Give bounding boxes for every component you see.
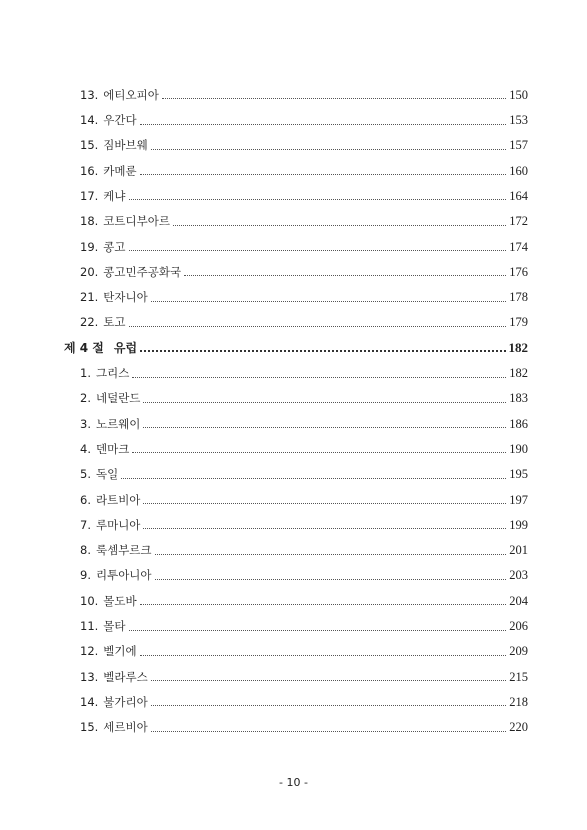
toc-title: 콩고 (103, 239, 126, 254)
toc-entry (64, 557, 528, 582)
toc-entry (64, 76, 528, 101)
page-footer (0, 776, 587, 789)
dot-leader (129, 630, 507, 631)
toc-number: 9. (80, 568, 91, 583)
toc-number: 13. (80, 87, 99, 102)
toc-title: 카메룬 (103, 163, 137, 178)
toc-entry (64, 380, 528, 405)
toc-label (80, 239, 126, 254)
toc-entry (64, 658, 528, 683)
toc-number: 18. (80, 214, 99, 229)
dot-leader (143, 427, 506, 428)
toc-page-number: 195 (509, 467, 528, 482)
toc-label (80, 669, 148, 684)
toc-entry (64, 506, 528, 531)
toc-title: 유럽 (113, 341, 138, 356)
toc-label (80, 393, 140, 405)
toc-title: 독일 (95, 467, 119, 482)
toc-page-number: 218 (509, 694, 528, 709)
toc-title: 세르비아 (103, 720, 148, 735)
dot-leader (173, 225, 506, 226)
toc-page-number: 197 (509, 492, 528, 507)
toc-number: 22. (80, 315, 99, 330)
toc-entry (64, 708, 528, 733)
toc-section-heading (64, 329, 528, 354)
toc-number: 3. (80, 416, 91, 431)
toc-entry (64, 228, 528, 253)
toc-page-number: 182 (508, 340, 528, 356)
toc-number: 14. (80, 694, 99, 709)
toc-page-number: 199 (509, 517, 528, 532)
dot-leader (129, 326, 507, 327)
toc-number: 12. (80, 644, 99, 659)
toc-number: 1. (80, 366, 91, 381)
toc-title: 탄자니아 (103, 290, 148, 305)
toc-number: 4. (80, 441, 91, 456)
toc-entry (64, 127, 528, 152)
toc-number: 17. (80, 188, 99, 203)
toc-number: 10. (80, 593, 99, 608)
toc-entry (64, 304, 528, 329)
toc-page-number: 209 (509, 644, 528, 659)
toc-title: 벨라루스 (103, 669, 148, 684)
toc-page-number: 178 (509, 290, 528, 305)
toc-number: 5. (80, 467, 91, 482)
toc-title: 케냐 (103, 188, 126, 203)
toc-number: 제 4 절 (64, 341, 104, 356)
toc-title: 토고 (103, 315, 126, 330)
toc-label (80, 416, 141, 431)
dot-leader (140, 604, 507, 605)
toc-page-number: 186 (509, 416, 528, 431)
dot-leader (155, 579, 507, 580)
toc-number: 16. (80, 163, 99, 178)
toc-page-number: 164 (509, 188, 528, 203)
toc-page-number: 204 (509, 593, 528, 608)
toc-number: 13. (80, 669, 99, 684)
toc-page-number: 160 (509, 163, 528, 178)
toc-entry (64, 531, 528, 556)
toc-title: 리투아니아 (95, 568, 152, 583)
toc-title: 벨기에 (103, 644, 137, 659)
toc-entry (64, 405, 528, 430)
toc-entry (64, 430, 528, 455)
toc-number: 11. (80, 619, 99, 634)
dot-leader (140, 350, 505, 352)
toc-page-number: 183 (509, 391, 528, 406)
toc-title: 몰타 (103, 619, 126, 634)
toc-page-number: 176 (509, 264, 528, 279)
toc-label (80, 492, 141, 507)
toc-page-number: 150 (509, 87, 528, 102)
dot-leader (151, 705, 507, 706)
dot-leader (129, 250, 507, 251)
toc-title: 콩고민주공화국 (103, 264, 182, 279)
toc-title: 라트비아 (95, 492, 141, 507)
toc-entry (64, 607, 528, 632)
toc-entry (64, 481, 528, 506)
toc-page-number: 215 (509, 669, 528, 684)
toc-label (80, 722, 148, 734)
toc-page-number: 203 (509, 568, 528, 583)
table-of-contents (64, 76, 528, 734)
dot-leader (155, 554, 507, 555)
toc-title: 몰도바 (103, 593, 137, 608)
dot-leader (151, 731, 507, 732)
dot-leader (143, 402, 506, 403)
toc-page-number: 172 (509, 214, 528, 229)
toc-title: 짐바브웨 (103, 138, 148, 153)
toc-number: 14. (80, 113, 99, 128)
dot-leader (140, 174, 507, 175)
toc-label (80, 163, 137, 178)
toc-title: 우간다 (103, 113, 137, 128)
toc-label (80, 188, 126, 203)
toc-number: 2. (80, 391, 91, 406)
toc-number: 8. (80, 543, 91, 558)
toc-title: 룩셈부르크 (95, 543, 152, 558)
page-number: - 10 - (279, 776, 308, 789)
toc-page-number: 179 (509, 315, 528, 330)
dot-leader (132, 452, 506, 453)
dot-leader (184, 275, 506, 276)
dot-leader (151, 680, 507, 681)
dot-leader (140, 124, 507, 125)
dot-leader (140, 655, 507, 656)
toc-label (64, 342, 137, 354)
dot-leader (151, 149, 507, 150)
toc-page-number: 201 (509, 543, 528, 558)
toc-label (80, 264, 182, 279)
toc-label (80, 87, 159, 102)
toc-number: 21. (80, 290, 99, 305)
toc-entry (64, 633, 528, 658)
toc-label (80, 115, 137, 127)
toc-title: 루마니아 (95, 517, 141, 532)
toc-entry (64, 278, 528, 303)
toc-entry (64, 582, 528, 607)
toc-label (80, 517, 141, 532)
toc-label (80, 570, 152, 582)
toc-label (80, 545, 152, 557)
toc-label (80, 646, 137, 658)
dot-leader (151, 301, 507, 302)
toc-label (80, 441, 130, 456)
toc-label (80, 368, 129, 380)
toc-number: 19. (80, 239, 99, 254)
toc-entry (64, 202, 528, 227)
dot-leader (143, 503, 506, 504)
toc-page-number: 157 (509, 138, 528, 153)
toc-entry (64, 177, 528, 202)
toc-label (80, 317, 126, 329)
toc-entry (64, 354, 528, 379)
toc-label (80, 593, 137, 608)
toc-page-number: 220 (509, 720, 528, 735)
toc-label (80, 216, 170, 228)
toc-number: 15. (80, 138, 99, 153)
toc-page-number: 153 (509, 113, 528, 128)
dot-leader (132, 377, 506, 378)
dot-leader (143, 528, 506, 529)
toc-title: 덴마크 (95, 441, 130, 456)
toc-title: 노르웨이 (95, 416, 141, 431)
toc-label (80, 140, 148, 152)
dot-leader (121, 478, 506, 479)
toc-title: 에티오피아 (103, 87, 159, 102)
toc-number: 7. (80, 517, 91, 532)
toc-label (80, 694, 148, 709)
toc-entry (64, 455, 528, 480)
toc-page-number: 190 (509, 441, 528, 456)
toc-page-number: 174 (509, 239, 528, 254)
toc-title: 코트디부아르 (103, 214, 170, 229)
toc-label (80, 621, 126, 633)
toc-number: 15. (80, 720, 99, 735)
toc-entry (64, 253, 528, 278)
toc-label (80, 292, 148, 304)
toc-number: 20. (80, 264, 99, 279)
toc-entry (64, 101, 528, 126)
toc-number: 6. (80, 492, 91, 507)
toc-title: 불가리아 (103, 694, 148, 709)
toc-entry (64, 683, 528, 708)
dot-leader (162, 98, 506, 99)
toc-entry (64, 152, 528, 177)
toc-label (80, 469, 118, 481)
toc-page-number: 182 (509, 366, 528, 381)
toc-title: 네덜란드 (95, 391, 141, 406)
toc-page-number: 206 (509, 619, 528, 634)
toc-title: 그리스 (95, 366, 130, 381)
dot-leader (129, 199, 507, 200)
